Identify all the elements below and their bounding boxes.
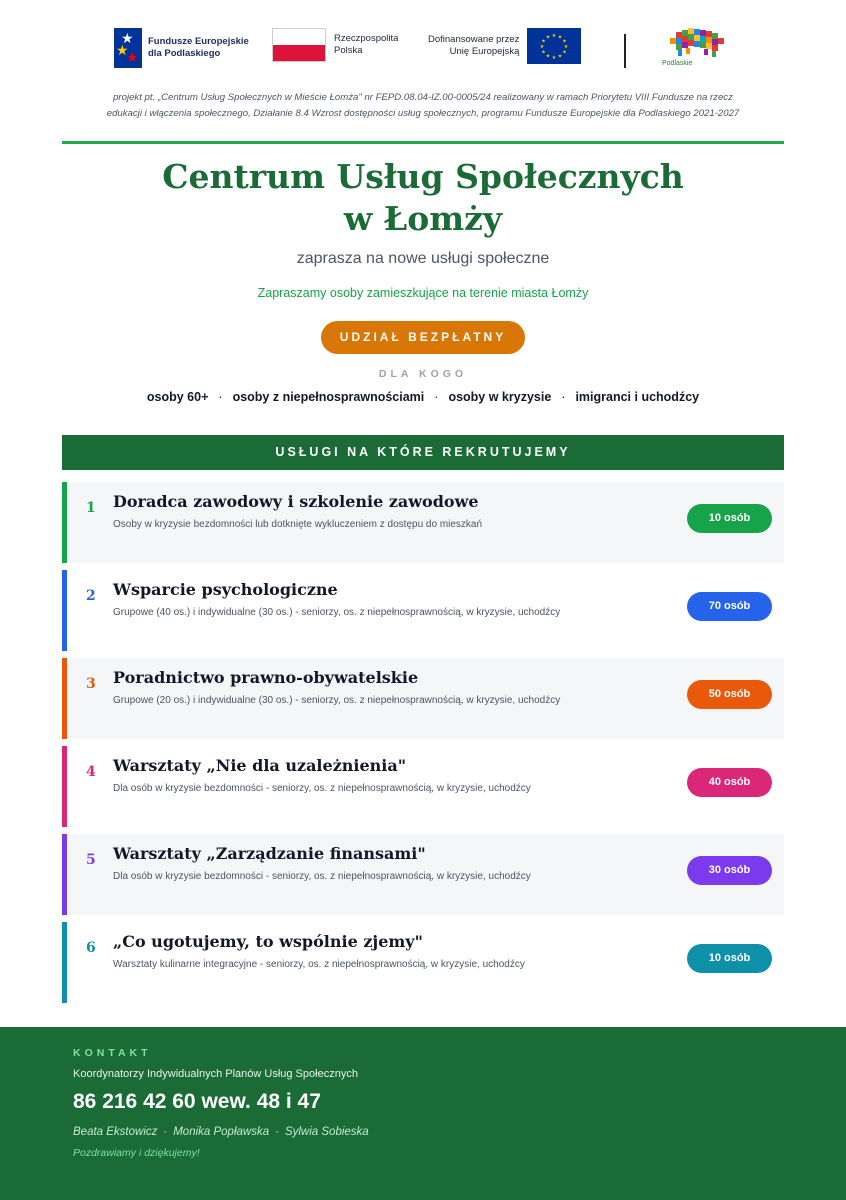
svg-text:★: ★: [564, 44, 569, 50]
audience-separator: ·: [561, 390, 566, 404]
fe-logo-line2: dla Podlaskiego: [148, 48, 221, 59]
svg-text:★: ★: [552, 33, 557, 39]
podlaskie-logo-text: Podlaskie: [662, 60, 693, 67]
rp-logo-line1: Rzeczpospolita: [334, 33, 399, 44]
eu-flag-icon: [527, 28, 581, 64]
fe-logo-line1: Fundusze Europejskie: [148, 36, 249, 47]
service-description: Grupowe (20 os.) i indywidualne (30 os.) - seniorzy, os. z niepełnosprawnością, w kryzysie, uchodźcy: [113, 695, 561, 706]
svg-text:★: ★: [558, 34, 563, 41]
svg-text:★: ★: [562, 38, 568, 45]
audience-item: imigranci i uchodźcy: [575, 390, 700, 404]
audience-list: [0, 390, 846, 404]
service-description: Grupowe (40 os.) i indywidualne (30 os.) - seniorzy, os. z niepełnosprawnością, w kryzysie, uchodźcy: [113, 607, 561, 618]
service-accent-bar: [62, 834, 67, 915]
rp-logo-line2: Polska: [334, 45, 363, 56]
service-item: [62, 658, 784, 739]
service-accent-bar: [62, 658, 67, 739]
svg-text:★: ★: [546, 34, 551, 41]
service-name: Warsztaty „Nie dla uzależnienia": [113, 756, 407, 775]
audience-item: osoby w kryzysie: [448, 390, 552, 404]
contact-phone[interactable]: 86 216 42 60 wew. 48 i 47: [73, 1090, 321, 1113]
service-count-badge: 10 osób: [687, 504, 772, 533]
service-name: Doradca zawodowy i szkolenie zawodowe: [113, 492, 479, 511]
service-number: 6: [86, 940, 96, 956]
service-count-badge: 50 osób: [687, 680, 772, 709]
service-accent-bar: [62, 570, 67, 651]
thanks-text: Pozdrawiamy i dziękujemy!: [73, 1147, 200, 1159]
contact-people: [73, 1126, 369, 1138]
service-description: Dla osób w kryzysie bezdomności - seniorzy, os. z niepełnosprawnością, w kryzysie, uchodźcy: [113, 783, 531, 794]
service-number: 3: [86, 676, 96, 692]
page-subtitle: zaprasza na nowe usługi społeczne: [296, 250, 550, 267]
service-name: Poradnictwo prawno-obywatelskie: [113, 668, 419, 687]
page-title: [0, 156, 846, 240]
svg-text:★: ★: [546, 53, 551, 60]
coordinators-label: Koordynatorzy Indywidualnych Planów Usług Społecznych: [73, 1068, 358, 1080]
contact-person: Beata Ekstowicz: [73, 1126, 158, 1138]
free-participation-badge: UDZIAŁ BEZPŁATNY: [321, 321, 525, 354]
service-number: 4: [86, 764, 96, 780]
service-item: [62, 482, 784, 563]
fe-star-icon: ★ ★ ★: [114, 28, 142, 68]
service-accent-bar: [62, 482, 67, 563]
service-accent-bar: [62, 922, 67, 1003]
project-note: projekt pt. „Centrum Usług Społecznych w Mieście Łomża" nr FEPD.08.04-IZ.00-0005/24 realizowany w ramach Priorytetu VIII Fundusze na rzecz edukacji i włączenia społecznego, Działanie 8.4 Wzrost dostępności usług społecznych, programu Fundusze Europejskie dla Podlaskiego 2021-2027: [106, 92, 740, 119]
service-description: Osoby w kryzysie bezdomności lub dotknięte wykluczeniem z dostępu do mieszkań: [113, 519, 483, 530]
svg-text:★: ★: [540, 44, 545, 50]
service-description: Dla osób w kryzysie bezdomności - seniorzy, os. z niepełnosprawnością, w kryzysie, uchodźcy: [113, 871, 531, 882]
service-count-badge: 70 osób: [687, 592, 772, 621]
audience-item: osoby z niepełnosprawnościami: [232, 390, 425, 404]
svg-text:★: ★: [558, 53, 563, 60]
header-divider: [62, 141, 784, 144]
service-count-badge: 40 osób: [687, 768, 772, 797]
logo-bar: [0, 28, 846, 76]
podlaskie-logo: [660, 24, 732, 67]
service-item: [62, 746, 784, 827]
service-number: 2: [86, 588, 96, 604]
svg-text:★: ★: [541, 38, 547, 45]
contact-label: KONTAKT: [73, 1047, 152, 1059]
service-name: Warsztaty „Zarządzanie finansami": [113, 844, 426, 863]
audience-separator: ·: [218, 390, 223, 404]
service-item: [62, 834, 784, 915]
rzeczpospolita-logo: [272, 28, 398, 62]
service-item: [62, 570, 784, 651]
invite-text: Zapraszamy osoby zamieszkujące na terenie miasta Łomży: [257, 286, 589, 300]
services-header: USŁUGI NA KTÓRE REKRUTUJEMY: [62, 435, 784, 470]
contact-footer: [0, 1027, 846, 1200]
for-whom-label: DLA KOGO: [378, 368, 468, 380]
svg-text:★: ★: [541, 49, 547, 56]
service-number: 5: [86, 852, 96, 868]
people-separator: ·: [275, 1126, 279, 1138]
service-name: „Co ugotujemy, to wspólnie zjemy": [113, 932, 423, 951]
audience-item: osoby 60+: [146, 390, 209, 404]
polish-flag-icon: [272, 28, 326, 62]
svg-text:★: ★: [552, 55, 557, 61]
service-item: [62, 922, 784, 1003]
page-title-line2: w Łomży: [343, 199, 503, 238]
ue-logo-line1: Dofinansowane przez: [428, 34, 520, 45]
logo-divider: [624, 34, 626, 68]
contact-person: Sylwia Sobieska: [284, 1126, 369, 1138]
audience-separator: ·: [434, 390, 439, 404]
services-list: [62, 482, 784, 1010]
service-name: Wsparcie psychologiczne: [113, 580, 338, 599]
service-count-badge: 10 osób: [687, 944, 772, 973]
people-separator: ·: [163, 1126, 168, 1138]
page-title-line1: Centrum Usług Społecznych: [162, 157, 684, 196]
service-count-badge: 30 osób: [687, 856, 772, 885]
service-number: 1: [86, 500, 96, 516]
contact-person: Monika Popławska: [173, 1126, 270, 1138]
eu-cofinanced-logo: [428, 28, 581, 64]
ue-logo-line2: Unię Europejską: [449, 46, 520, 57]
fundusze-europejskie-logo: [114, 28, 249, 68]
service-description: Warsztaty kulinarne integracyjne - seniorzy, os. z niepełnosprawnością, w kryzysie, uchodźcy: [113, 959, 525, 970]
service-accent-bar: [62, 746, 67, 827]
svg-text:★: ★: [562, 49, 568, 56]
